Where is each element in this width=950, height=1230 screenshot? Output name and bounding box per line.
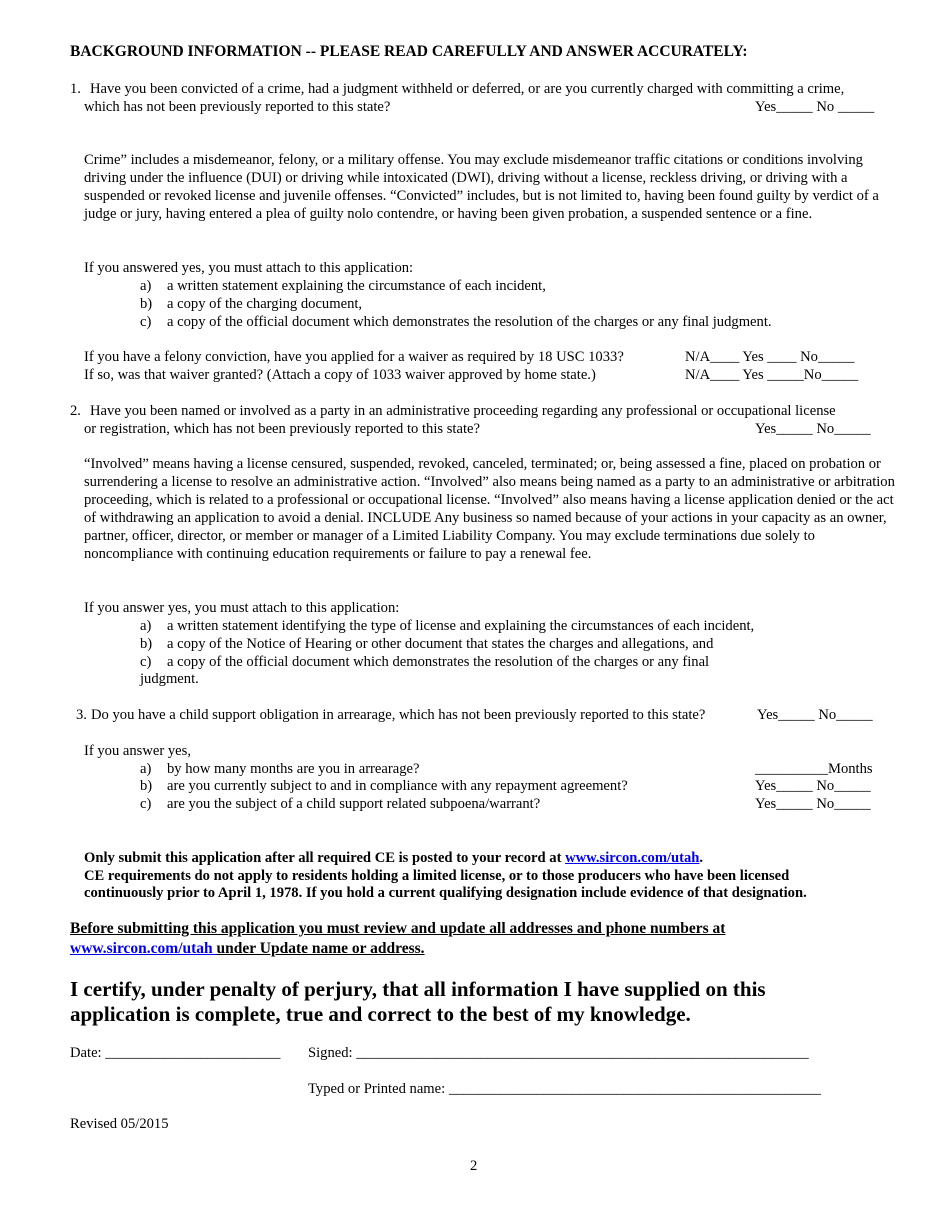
question-3-answer[interactable]: Yes_____ No_____ <box>757 707 873 723</box>
waiver-question-1: If you have a felony conviction, have you applied for a waiver as required by 18 USC 1033? <box>84 349 624 365</box>
q2-attach-a-letter: a) <box>140 618 152 634</box>
address-notice-line2 <box>70 940 425 958</box>
q3-item-b-answer[interactable]: Yes_____ No_____ <box>755 778 871 794</box>
q2-attach-b-text: a copy of the Notice of Hearing or other document that states the charges and allegations, and <box>167 636 714 652</box>
ce-notice-suffix: . <box>699 850 704 866</box>
q3-item-b-letter: b) <box>140 778 153 794</box>
q2-attach-c-text: a copy of the official document which demonstrates the resolution of the charges or any final <box>167 654 710 670</box>
q2-attach-c-letter: c) <box>140 654 152 670</box>
q1-attach-b-letter: b) <box>140 296 153 312</box>
q1-attach-a-letter: a) <box>140 278 152 294</box>
page-heading: BACKGROUND INFORMATION -- PLEASE READ CAREFULLY AND ANSWER ACCURATELY: <box>70 43 748 60</box>
ce-notice-link[interactable]: www.sircon.com/utah <box>565 850 700 866</box>
q1-attach-c-text: a copy of the official document which demonstrates the resolution of the charges or any final judgment. <box>167 314 772 330</box>
q3-item-a-text: by how many months are you in arrearage? <box>167 761 420 777</box>
question-2-attach-intro: If you answer yes, you must attach to this application: <box>84 600 400 616</box>
q3-item-b-text: are you currently subject to and in compliance with any repayment agreement? <box>167 778 628 794</box>
question-1-attach-intro: If you answered yes, you must attach to this application: <box>84 260 414 276</box>
question-3-intro: If you answer yes, <box>84 743 191 759</box>
ce-notice-line2: CE requirements do not apply to residents holding a limited license, or to those producers who have been licensed <box>84 868 790 884</box>
q1-attach-a-text: a written statement explaining the circumstance of each incident, <box>167 278 546 294</box>
certify-line2: application is complete, true and correct to the best of my knowledge. <box>70 1002 691 1026</box>
question-1-line2: which has not been previously reported to this state? <box>84 99 391 115</box>
ce-notice-prefix: Only submit this application after all required CE is posted to your record at <box>84 850 566 866</box>
ce-notice-line3: continuously prior to April 1, 1978. If you hold a current qualifying designation include evidence of that designation. <box>84 885 807 901</box>
question-1-answer[interactable]: Yes_____ No _____ <box>755 99 875 115</box>
date-field[interactable]: Date: ________________________ <box>70 1045 281 1061</box>
address-notice-line1: Before submitting this application you must review and update all addresses and phone numbers at <box>70 920 726 937</box>
q3-item-c-answer[interactable]: Yes_____ No_____ <box>755 796 871 812</box>
q2-attach-b-letter: b) <box>140 636 153 652</box>
address-notice-link[interactable]: www.sircon.com/utah <box>70 940 217 957</box>
question-3-line1: Do you have a child support obligation in arrearage, which has not been previously reported to this state? <box>91 707 706 723</box>
question-2-answer[interactable]: Yes_____ No_____ <box>755 421 871 437</box>
signature-field[interactable]: Signed: ______________________________________________________________ <box>308 1045 809 1061</box>
waiver-answer-2[interactable]: N/A____ Yes _____No_____ <box>685 367 859 383</box>
q3-item-a-letter: a) <box>140 761 152 777</box>
question-2-number: 2. <box>70 403 81 419</box>
page-number: 2 <box>470 1158 478 1174</box>
question-2-line1: Have you been named or involved as a party in an administrative proceeding regarding any professional or occupational license <box>90 403 836 419</box>
ce-notice-line1 <box>84 849 703 867</box>
address-notice-suffix: under Update name or address. <box>216 940 425 957</box>
q3-item-a-answer[interactable]: __________Months <box>755 761 873 777</box>
waiver-answer-1[interactable]: N/A____ Yes ____ No_____ <box>685 349 855 365</box>
printed-name-field[interactable]: Typed or Printed name: ___________________________________________________ <box>308 1081 821 1097</box>
question-2-definition: “Involved” means having a license censured, suspended, revoked, canceled, terminated; or, being assessed a fine, placed on probation or surrendering a license to resolve an administrative action. “Involved” also means being named as a party to an administrative or arbitration proceeding, which is related to a professional or occupational license. “Involved” also means having a license application denied or the act of withdrawing an application to avoid a denial. INCLUDE Any business so named because of your actions in your capacity as an owner, partner, officer, director, or member or manager of a Limited Liability Company. You may exclude terminations due solely to noncompliance with continuing education requirements or failure to pay a renewal fee. <box>84 456 895 562</box>
question-2-line2: or registration, which has not been previously reported to this state? <box>84 421 480 437</box>
question-1-number: 1. <box>70 81 81 97</box>
q3-item-c-text: are you the subject of a child support related subpoena/warrant? <box>167 796 541 812</box>
revised-date: Revised 05/2015 <box>70 1116 169 1132</box>
q3-item-c-letter: c) <box>140 796 152 812</box>
q1-attach-b-text: a copy of the charging document, <box>167 296 363 312</box>
question-1-definition: Crime” includes a misdemeanor, felony, or a military offense. You may exclude misdemeanor traffic citations or conditions involving driving under the influence (DUI) or driving while intoxicated (DWI), driving without a license, reckless driving, or driving with a suspended or revoked license and juvenile offenses. “Convicted” includes, but is not limited to, having been found guilty by verdict of a judge or jury, having entered a plea of guilty nolo contendre, or having been given probation, a suspended sentence or a fine. <box>84 152 879 222</box>
question-3-number: 3. <box>76 707 87 723</box>
q1-attach-c-letter: c) <box>140 314 152 330</box>
q2-attach-a-text: a written statement identifying the type of license and explaining the circumstances of each incident, <box>167 618 755 634</box>
waiver-question-2: If so, was that waiver granted? (Attach a copy of 1033 waiver approved by home state.) <box>84 367 596 383</box>
certify-line1: I certify, under penalty of perjury, that all information I have supplied on this <box>70 977 766 1001</box>
question-1-line1: Have you been convicted of a crime, had a judgment withheld or deferred, or are you currently charged with committing a crime, <box>90 81 845 97</box>
q2-attach-c-continued: judgment. <box>140 671 199 687</box>
